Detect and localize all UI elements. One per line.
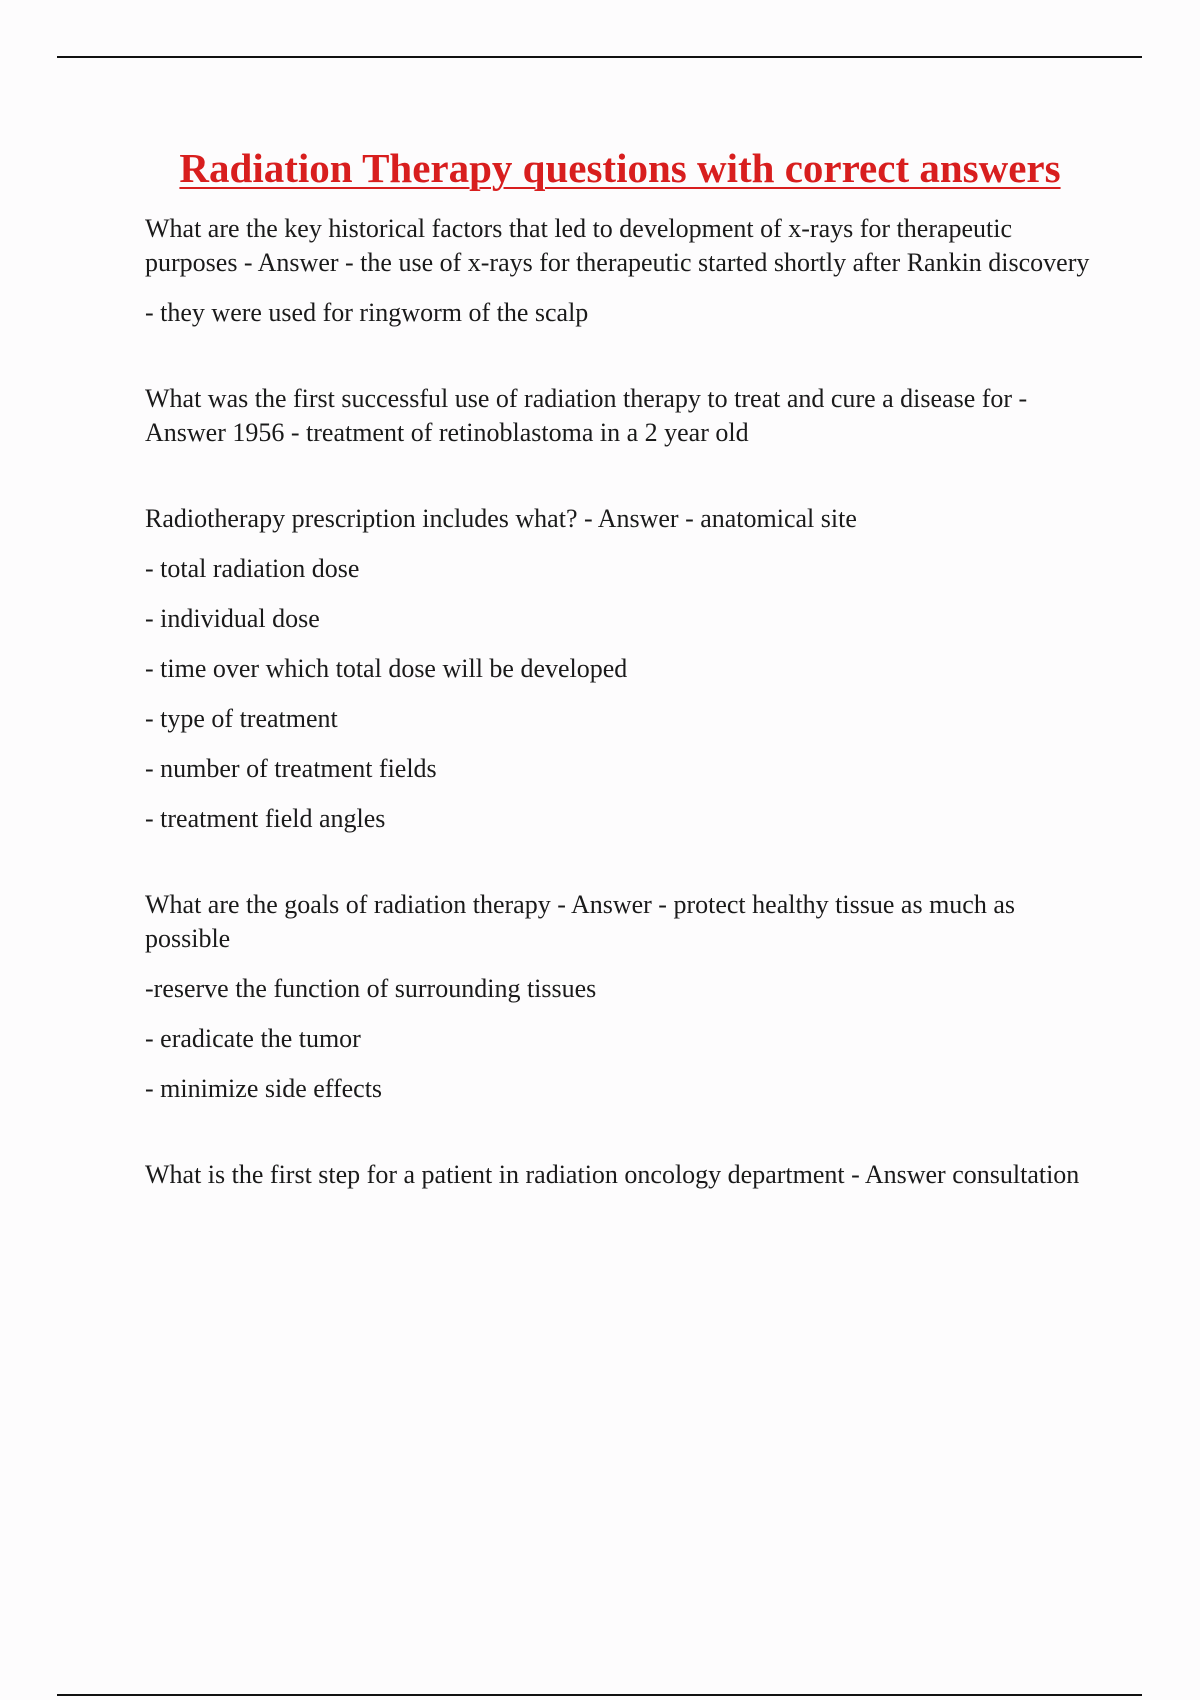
qa-answer-line: - type of treatment <box>145 704 338 733</box>
qa-block-2 <box>145 382 1095 450</box>
qa-answer-line: - individual dose <box>145 604 320 633</box>
qa-question-line: What are the key historical factors that led to development of x-rays for therapeutic purposes - Answer - the use of x-rays for therapeutic started shortly after Rankin discovery <box>145 214 1090 277</box>
top-rule <box>57 56 1142 58</box>
qa-question-line: What was the first successful use of radiation therapy to treat and cure a disease for - Answer 1956 - treatment of retinoblastoma in a 2 year old <box>145 384 1028 447</box>
qa-answer-line: - total radiation dose <box>145 554 360 583</box>
qa-answer-line: - they were used for ringworm of the scalp <box>145 298 589 327</box>
qa-question-line: Radiotherapy prescription includes what? - Answer - anatomical site <box>145 504 857 533</box>
qa-answer-line: -reserve the function of surrounding tissues <box>145 974 597 1003</box>
qa-block-5 <box>145 1158 1095 1192</box>
qa-block-1 <box>145 212 1095 330</box>
qa-block-3 <box>145 502 1095 836</box>
qa-answer-line: - time over which total dose will be developed <box>145 654 628 683</box>
qa-block-4 <box>145 888 1095 1106</box>
qa-question-line: What is the first step for a patient in radiation oncology department - Answer consultation <box>145 1160 1080 1189</box>
qa-answer-line: - number of treatment fields <box>145 754 437 783</box>
bottom-rule <box>57 1694 1142 1696</box>
qa-question-line: What are the goals of radiation therapy - Answer - protect healthy tissue as much as possible <box>145 890 1015 953</box>
qa-answer-line: - minimize side effects <box>145 1074 383 1103</box>
document-title: Radiation Therapy questions with correct answers <box>179 145 1061 191</box>
qa-answer-line: - eradicate the tumor <box>145 1024 361 1053</box>
document-page <box>145 140 1095 1192</box>
qa-answer-line: - treatment field angles <box>145 804 386 833</box>
